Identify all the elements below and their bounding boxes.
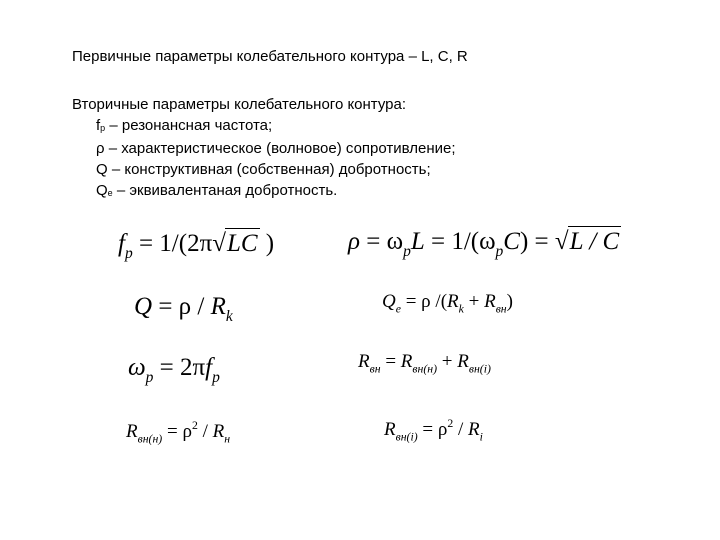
formula-source-insertion-resistance: $R_{вн(i)} = \rho^2 / R_i$ [384,416,483,444]
param-description: – характеристическое (волновое) сопротивление; [104,140,456,157]
param-subscript: p [100,123,106,133]
list-item [96,115,456,138]
primary-parameters-line: Первичные параметры колебательного контура – L, C, R [72,48,468,65]
formula-insertion-resistance-sum: $R_{вн} = R_{вн(н)} + R_{вн(i)}$ [358,351,491,376]
sqrt-icon: √L / C [554,228,620,255]
param-symbol: f [96,117,101,134]
param-symbol: Q [96,182,108,199]
formula-quality-factor: $Q = \rho / R_k$ [134,293,233,325]
param-subscript: e [107,188,113,198]
param-description: – резонансная частота; [105,117,273,134]
param-description: – эквивалентаная добротность. [112,182,338,199]
formula-equivalent-quality-factor: $Q_e = \rho$ $/(R_k + R_{вн})$ [382,291,513,316]
secondary-parameters-list [96,115,456,203]
list-item [96,138,456,159]
formula-load-insertion-resistance: $R_{вн(н)} = \rho^2 / R_н$ [126,418,231,446]
secondary-parameters-heading: Вторичные параметры колебательного контура: [72,96,407,113]
list-item [96,159,456,180]
param-description: – конструктивная (собственная) добротность; [107,161,431,178]
formula-characteristic-impedance: $\rho = \omega_pL = 1/(\omega_pC) = √L / C$ [348,228,620,260]
param-symbol: ρ [96,140,105,157]
formula-angular-frequency: $\omega_p = 2\pi f_p$ [128,354,220,386]
list-item [96,180,456,203]
formula-resonant-frequency: $f_p = 1/(2\pi√LC$ ) [118,230,275,262]
param-symbol: Q [96,161,108,178]
sqrt-icon: √LC [212,230,258,257]
